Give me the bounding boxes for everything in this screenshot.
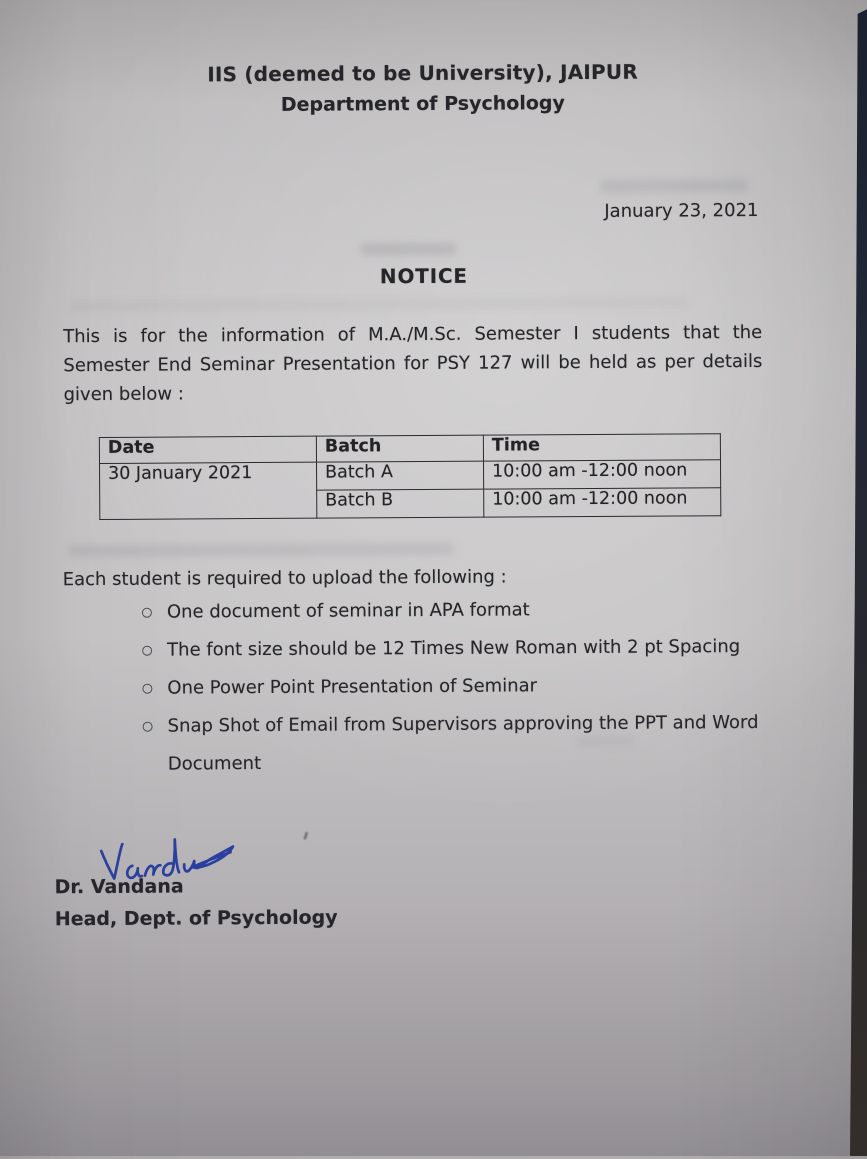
table-header-time: Time [483,434,720,461]
circle-bullet-icon [142,684,152,694]
signatory-name: Dr. Vandana [54,875,184,899]
upload-list-item [140,704,773,784]
table-header-row [99,434,720,464]
intro-line: Semester End Seminar Presentation for PSY 127 will be held as per details [63,350,763,377]
institution-name: IIS (deemed to be University), JAIPUR [207,59,638,87]
pen-speck [303,831,308,840]
notice-title: NOTICE [379,263,468,289]
table-cell-date: 30 January 2021 [100,462,317,519]
upload-item-text: The font size should be 12 Times New Roman with 2 pt Spacing [167,636,741,661]
upload-item-text: One document of seminar in APA format [166,599,530,623]
upload-list-item [140,666,773,708]
circle-bullet-icon [142,646,152,656]
bleed-through-smudge [600,179,748,193]
intro-line: given below : [63,383,184,406]
table-header-batch: Batch [316,435,483,462]
schedule-table [99,433,721,520]
table-cell-batch: Batch A [316,461,483,490]
intro-line: This is for the information of M.A./M.Sc. Semester I students that the [63,321,763,348]
upload-item-text: One Power Point Presentation of Seminar [167,675,538,699]
upload-list-item [140,628,773,670]
notice-date: January 23, 2021 [604,199,759,222]
intro-paragraph [63,318,763,409]
table-cell-time: 10:00 am -12:00 noon [484,488,721,517]
circle-bullet-icon [143,722,153,732]
table-header-date: Date [99,436,316,463]
bleed-through-smudge [69,297,689,311]
bleed-through-smudge [361,243,456,256]
department-name: Department of Psychology [280,92,565,116]
bleed-through-smudge [68,543,453,557]
upload-list-item [140,590,773,632]
photo-backdrop-edge [850,0,867,1156]
signatory-designation: Head, Dept. of Psychology [54,906,338,931]
table-cell-time: 10:00 am -12:00 noon [483,460,720,489]
table-cell-batch: Batch B [317,489,484,518]
upload-requirements-list [140,590,774,784]
table-row [100,460,721,492]
circle-bullet-icon [142,608,152,618]
upload-item-text: Snap Shot of Email from Supervisors approving the PPT and Word Document [167,711,759,775]
upload-requirements-heading: Each student is required to upload the following : [62,566,507,591]
